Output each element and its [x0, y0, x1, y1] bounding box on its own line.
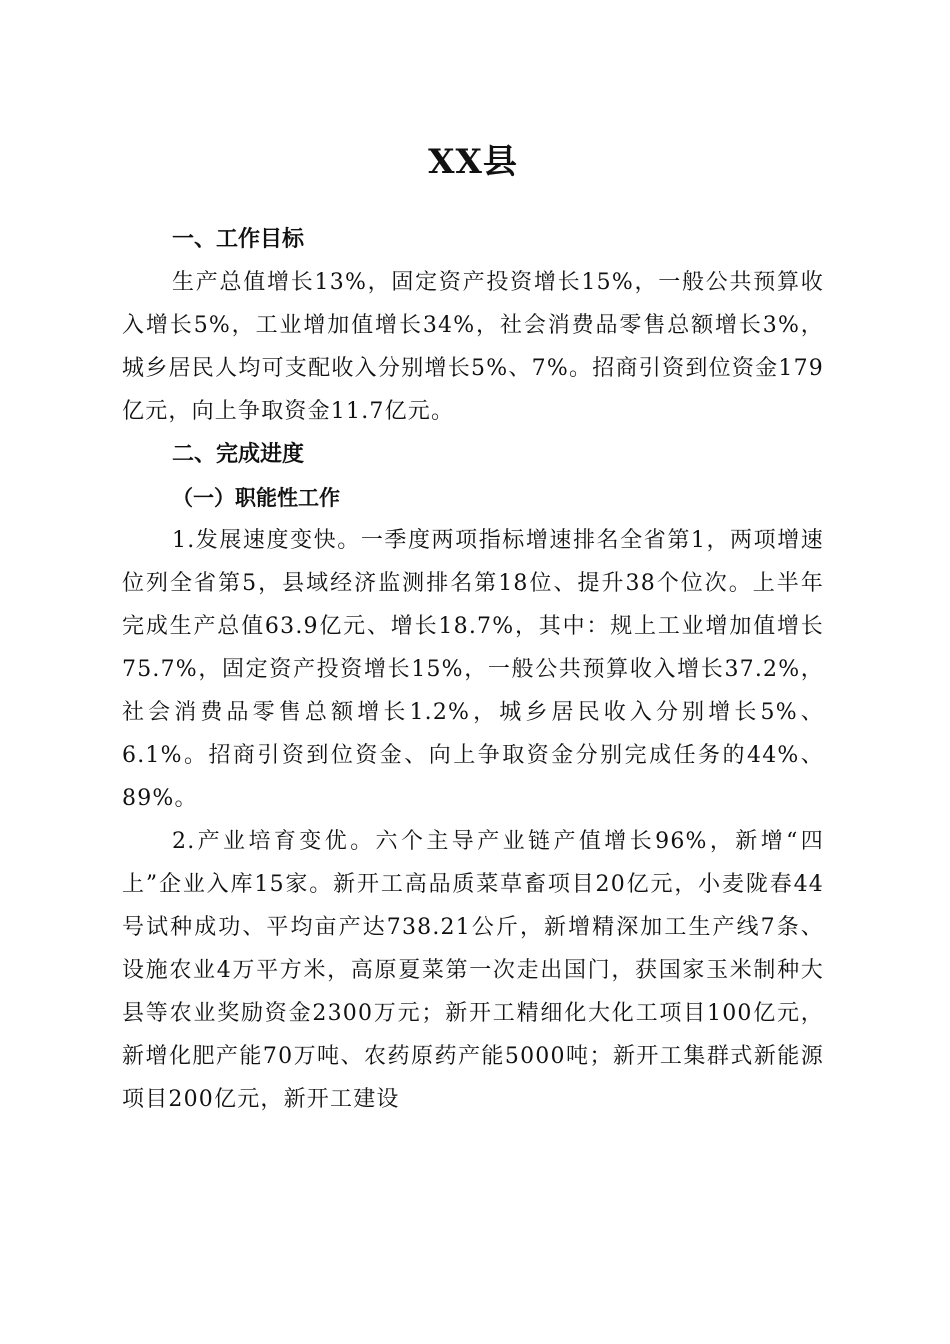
section-work-goals	[122, 218, 824, 433]
section-heading-goals: 一、工作目标	[172, 227, 305, 252]
paragraph-goals: 生产总值增长13%，固定资产投资增长15%，一般公共预算收入增长5%，工业增加值增长34%，社会消费品零售总额增长3%，城乡居民人均可支配收入分别增长5%、7%。招商引资到位资金179亿元，向上争取资金11.7亿元。	[122, 270, 824, 424]
paragraph-development-speed: 1.发展速度变快。一季度两项指标增速排名全省第1，两项增速位列全省第5，县域经济监测排名第18位、提升38个位次。上半年完成生产总值63.9亿元、增长18.7%，其中：规上工业增加值增长75.7%，固定资产投资增长15%，一般公共预算收入增长37.2%，社会消费品零售总额增长1.2%，城乡居民收入分别增长5%、6.1%。招商引资到位资金、向上争取资金分别完成任务的44%、89%。	[122, 528, 824, 811]
section-heading-progress: 二、完成进度	[172, 442, 305, 467]
paragraph-industry-cultivation: 2.产业培育变优。六个主导产业链产值增长96%，新增“四上”企业入库15家。新开工高品质菜草畜项目20亿元，小麦陇春44号试种成功、平均亩产达738.21公斤，新增精深加工生产线7条、设施农业4万平方米，高原夏菜第一次走出国门，获国家玉米制种大县等农业奖励资金2300万元；新开工精细化大化工项目100亿元，新增化肥产能70万吨、农药原药产能5000吨；新开工集群式新能源项目200亿元，新开工建设	[122, 829, 824, 1112]
section-progress	[122, 433, 824, 1121]
document-title: XX县	[428, 142, 518, 182]
subsection-heading-functional-work: （一）职能性工作	[172, 485, 340, 510]
